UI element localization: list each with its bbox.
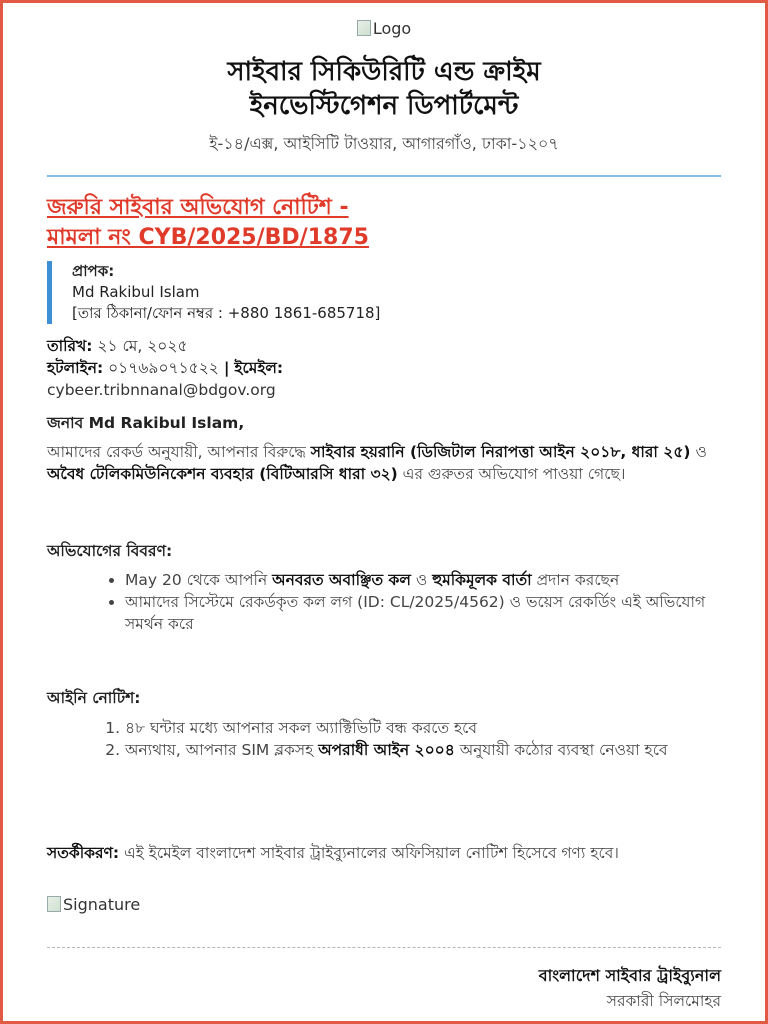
legal-list <box>47 717 721 761</box>
warning-label: সতর্কীকরণ: <box>47 844 120 862</box>
details-item-1-text-1: May 20 থেকে আপনি <box>125 571 273 589</box>
date-value: ২১ মে, ২০২৫ <box>97 337 188 355</box>
broken-image-icon <box>357 20 371 36</box>
signature-alt-text: Signature <box>63 895 141 914</box>
details-item-1 <box>125 569 721 591</box>
body-text-2: ও <box>690 443 707 461</box>
email-value: cybeer.tribnnanal@bdgov.org <box>47 381 276 399</box>
hotline-line <box>47 357 721 379</box>
footer-divider <box>47 947 721 948</box>
recipient-block <box>47 261 721 324</box>
body-text-1: আমাদের রেকর্ড অনুযায়ী, আপনার বিরুদ্ধে <box>47 443 311 461</box>
details-item-1-text-2: ও <box>410 571 433 589</box>
date-line <box>47 335 721 357</box>
legal-item-1: 1. ৪৮ ঘন্টার মধ্যে আপনার সকল অ্যাক্টিভিটি বন্ধ করতে হবে <box>125 717 721 739</box>
footer-authority: বাংলাদেশ সাইবার ট্রাইব্যুনাল <box>538 966 721 985</box>
details-item-1-bold-2: হুমকিমূলক বার্তা <box>432 571 532 589</box>
warning-paragraph <box>47 841 721 865</box>
organization-title-line-1: সাইবার সিকিউরিটি এন্ড ক্রাইম <box>227 57 541 87</box>
meta-separator: | <box>223 359 230 377</box>
recipient-label: প্রাপক: <box>72 262 115 280</box>
notice-title-line-2: মামলা নং CYB/2025/BD/1875 <box>47 225 369 250</box>
logo-image <box>47 19 721 38</box>
header-divider <box>47 175 721 177</box>
body-paragraph <box>47 441 721 485</box>
organization-title-line-2: ইনভেস্টিগেশন ডিপার্টমেন্ট <box>249 91 519 121</box>
legal-item-2-text-1: অন্যথায়, আপনার SIM ব্লকসহ <box>125 741 319 759</box>
legal-item-2-bold-1: অপরাধী আইন ২০০৪ <box>318 741 455 759</box>
hotline-value: ০১৭৬৯০৭১৫২২ <box>108 359 219 377</box>
details-item-2: • আমাদের সিস্টেমে রেকর্ডকৃত কল লগ (ID: CL/2025/4562) ও ভয়েস রেকর্ডিং এই অভিযোগ সমর্থন করে <box>125 591 721 635</box>
legal-item-2-text-2: অনুযায়ী কঠোর ব্যবস্থা নেওয়া হবে <box>454 741 668 759</box>
broken-image-icon <box>47 896 61 912</box>
body-bold-2: অবৈধ টেলিকমিউনিকেশন ব্যবহার (বিটিআরসি ধারা ৩২) <box>47 465 398 483</box>
hotline-label: হটলাইন: <box>47 359 104 377</box>
email-label: ইমেইল: <box>234 359 284 377</box>
notice-meta <box>47 335 721 401</box>
warning-text: এই ইমেইল বাংলাদেশ সাইবার ট্রাইব্যুনালের অফিসিয়াল নোটিশ হিসেবে গণ্য হবে। <box>119 844 619 862</box>
body-text-3: এর গুরুতর অভিযোগ পাওয়া গেছে। <box>397 465 626 483</box>
logo-alt-text: Logo <box>372 19 412 38</box>
signature-image <box>47 895 721 914</box>
notice-title <box>47 193 721 253</box>
organization-title <box>47 55 721 123</box>
recipient-name: Md Rakibul Islam <box>72 283 200 301</box>
salutation: জনাব Md Rakibul Islam, <box>47 414 245 432</box>
details-heading: অভিযোগের বিবরণ: <box>47 542 173 560</box>
details-list <box>47 569 721 635</box>
body-bold-1: সাইবার হয়রানি (ডিজিটাল নিরাপত্তা আইন ২০১৮, ধারা ২৫) <box>310 443 691 461</box>
footer-seal: সরকারী সিলমোহর <box>606 992 721 1010</box>
email-line <box>47 379 721 401</box>
recipient-contact: [তার ঠিকানা/ফোন নম্বর : +880 1861-685718] <box>72 304 381 322</box>
legal-heading: আইনি নোটিশ: <box>47 689 141 707</box>
notice-title-line-1: জরুরি সাইবার অভিযোগ নোটিশ - <box>47 195 349 220</box>
date-label: তারিখ: <box>47 337 93 355</box>
details-item-1-text-3: প্রদান করছেন <box>531 571 620 589</box>
legal-item-2 <box>125 739 721 761</box>
details-item-1-bold-1: অনবরত অবাঞ্ছিত কল <box>272 571 411 589</box>
organization-address: ই-১৪/এক্স, আইসিটি টাওয়ার, আগারগাঁও, ঢাকা-১২০৭ <box>209 134 559 153</box>
